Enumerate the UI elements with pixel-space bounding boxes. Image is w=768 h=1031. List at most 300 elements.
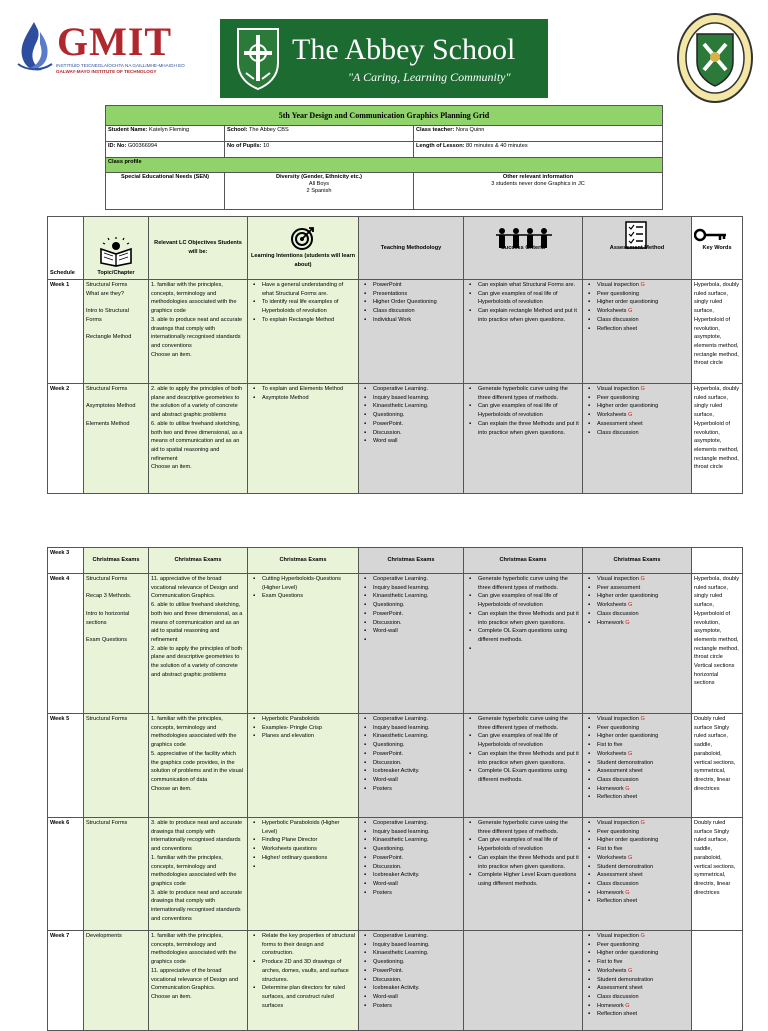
grade-marker: G [640, 716, 645, 722]
other-info-heading: Other relevant information [502, 174, 574, 180]
assessment-text: Homework [597, 619, 626, 626]
cell-line: Choose an item. [151, 351, 192, 358]
bullet-list [466, 281, 580, 325]
bullet-item: ▪ Word wall [373, 437, 461, 446]
bullet-item: ▪ Examples- Pringle Crisp [262, 724, 356, 733]
bullet-item: ▪ Can explain the three Methods and put it into practice when given questions. [478, 750, 580, 767]
grade-marker: G [625, 889, 630, 896]
objectives-cell [149, 384, 248, 494]
cell-line: 1. familiar with the principles, concepts, terminology and methodologies associated with the graphics code [151, 854, 237, 887]
bullet-item [597, 993, 689, 1002]
bullet-item: ▪ Inquiry based learning. [373, 828, 461, 837]
methodology-cell [359, 714, 464, 818]
target-icon [291, 226, 315, 250]
assessment-text: Worksheets [597, 750, 628, 757]
assessment-text: Higher order questioning [597, 593, 659, 600]
week-label: Week 2 [48, 384, 84, 494]
bullet-item [597, 385, 689, 394]
assessment-text: Class discussion [597, 610, 639, 617]
bullet-item [597, 819, 689, 828]
bullet-item: ▪ PowerPoint. [373, 967, 461, 976]
intentions-cell [248, 280, 359, 384]
bullet-item: ▪ Complete OL Exam questions using different methods. [478, 767, 580, 784]
bullet-item: ▪ Cooperative Learning. [373, 575, 461, 584]
assessment-text: Fist to five [597, 959, 623, 966]
grade-marker: G [627, 854, 633, 861]
assessment-text: Reflection sheet [597, 794, 638, 801]
bullet-item: ▪ Generate hyperbolic curve using the three different types of methods. [478, 385, 580, 402]
assessment-text: Peer questioning [597, 724, 639, 731]
assessment-text: Worksheets [597, 602, 628, 609]
bullet-list [250, 281, 356, 325]
bullet-item: ▪ Can explain the three Methods and put it into practice when given questions. [478, 854, 580, 871]
cell-line: 1. familiar with the principles, concepts, terminology and methodologies associated with the graphics code [151, 716, 237, 749]
keywords-cell: Doubly ruled surface Singly ruled surface, saddle, paraboloid, vertical sections, symmetrical, directrix, linear directrices [692, 818, 743, 931]
success-header-label: Success Criteria [501, 244, 545, 251]
cell-line: Developments [86, 933, 122, 939]
methodology-cell [359, 818, 464, 931]
bullet-item: ▪ Complete Higher Level Exam questions using different methods. [478, 871, 580, 888]
grade-marker: G [640, 933, 645, 939]
assessment-text: Higher order questioning [597, 733, 659, 740]
school-value: The Abbey CBS [248, 127, 289, 133]
bullet-list [250, 715, 356, 741]
bullet-item: ▪ To identify real life examples of Hyperboloids of revolution [262, 298, 356, 315]
keywords-cell: Doubly ruled surface Singly ruled surface, saddle, paraboloid, vertical sections, symmetrical, directrix, linear directrices [692, 714, 743, 818]
bullet-list [361, 819, 461, 897]
cell-line [86, 298, 146, 307]
bullet-item [597, 402, 689, 411]
cell-line: 3. able to produce neat and accurate drawings that comply with internationally recognised standards and conventions [151, 889, 243, 922]
class-teacher-cell [414, 126, 663, 142]
bullet-item: ▪ Complete OL Exam questions using different methods. [478, 627, 580, 644]
bullet-item: ▪ Presentations [373, 290, 461, 299]
topic-cell [84, 714, 149, 818]
bullet-item: ▪ Generate hyperbolic curve using the three different types of methods. [478, 575, 580, 592]
bullet-item: ▪ Questioning. [373, 411, 461, 420]
keywords-cell [692, 931, 743, 1031]
bullet-item [597, 828, 689, 837]
id-value: G00366994 [127, 143, 158, 149]
bullet-list [361, 932, 461, 1010]
bullet-item: ▪ Asymptote Method [262, 394, 356, 403]
assessment-text: Peer questioning [597, 394, 639, 401]
bullet-item [597, 601, 689, 610]
bullet-item [373, 636, 461, 645]
bullet-item: ▪ Questioning. [373, 845, 461, 854]
bullet-list [585, 715, 689, 802]
diversity-line-1: All Boys [308, 181, 330, 187]
bullet-list [585, 932, 689, 1019]
methodology-cell [359, 384, 464, 494]
bullet-item: ▪ Determine plan directors for ruled surfaces, and construct ruled surfaces [262, 984, 356, 1010]
schedule-table-1 [47, 216, 743, 494]
intentions-cell [248, 714, 359, 818]
bullet-item [597, 281, 689, 290]
grade-marker: G [625, 1002, 630, 1009]
school-motto: "A Caring, Learning Community" [348, 70, 511, 84]
topic-header-label: Topic/Chapter [97, 270, 135, 277]
gmit-logo [12, 18, 192, 78]
cell-line: Structural Forms [86, 576, 128, 582]
bullet-item [597, 967, 689, 976]
bullet-item [597, 429, 689, 438]
bullet-list [466, 715, 580, 785]
gmit-english-name: GALWAY-MAYO INSTITUTE OF TECHNOLOGY [56, 69, 157, 74]
cell-line: Asymptotes Method [86, 403, 136, 410]
bullet-item [597, 411, 689, 420]
bullet-item [597, 1002, 689, 1011]
cell-line [86, 411, 146, 420]
bullet-item [597, 845, 689, 854]
week-row [48, 384, 743, 494]
cell-line: Rectangle Method [86, 334, 132, 341]
grade-marker: G [640, 386, 645, 392]
cell-line: Recap 3 Methods. [86, 593, 132, 600]
bullet-item: ▪ Posters [373, 785, 461, 794]
bullet-item: ▪ Can give examples of real life of Hyperboloids of revolution [478, 732, 580, 749]
bullet-item [597, 325, 689, 334]
bullet-item: ▪ To explain Rectangle Method [262, 316, 356, 325]
bullet-list [466, 575, 580, 653]
schedule-header: Schedule [48, 217, 84, 280]
bullet-item: ▪ Hyperbolic Paraboloids (Higher Level) [262, 819, 356, 836]
assessment-text: Homework [597, 785, 626, 792]
assessment-text: Assessment sheet [597, 420, 643, 427]
bullet-item: ▪ Cooperative Learning. [373, 819, 461, 828]
assessment-text: Student demonstration [597, 863, 654, 870]
bullet-item: ▪ PowerPoint. [373, 854, 461, 863]
abbey-school-banner [220, 19, 548, 98]
bullet-item [597, 793, 689, 802]
assessment-text: Worksheets [597, 412, 628, 419]
student-name-label: Student Name: [108, 127, 148, 133]
assessment-text: Assessment sheet [597, 872, 643, 879]
page-header [0, 0, 768, 104]
cell-line [86, 325, 146, 334]
bullet-item: ▪ Questioning. [373, 958, 461, 967]
bullet-list [250, 575, 356, 601]
cell-line: 2. able to apply the principles of both plane and descriptive geometries to the solution of a variety of concrete and abstract graphic problems [151, 645, 243, 678]
bullet-item [597, 290, 689, 299]
grade-marker: G [625, 619, 630, 626]
assessment-text: Reflection sheet [597, 1011, 638, 1018]
bullet-item: ▪ Posters [373, 1002, 461, 1011]
bullet-item [597, 759, 689, 768]
assessment-text: Higher order questioning [597, 403, 659, 410]
week-row [48, 714, 743, 818]
bullet-item: ▪ PowerPoint [373, 281, 461, 290]
class-teacher-label: Class teacher: [416, 127, 455, 133]
schedule-header-row [48, 217, 743, 280]
cell-line: 5. appreciative of the facility which the graphics code provides, in the solution of problems and in the visual communication of data [151, 750, 244, 783]
keywords-cell: Hyperbola, doubly ruled surface, singly ruled surface, Hyperboloid of revolution, asymptote, elements method, rectangle method, throat circle [692, 384, 743, 494]
objectives-cell [149, 280, 248, 384]
pupils-label: No of Pupils: [227, 143, 262, 149]
bullet-item [597, 871, 689, 880]
grade-marker: G [627, 750, 633, 757]
exam-cell: Christmas Exams [84, 548, 149, 574]
objectives-cell [149, 931, 248, 1031]
cell-line: Choose an item. [151, 785, 192, 792]
assessment-text: Class discussion [597, 993, 639, 1000]
intentions-cell [248, 574, 359, 714]
class-teacher-value: Nora Quinn [455, 127, 485, 133]
keywords-cell [692, 548, 743, 574]
bullet-item: ▪ Can give examples of real life of Hyperboloids of revolution [478, 836, 580, 853]
topic-cell [84, 818, 149, 931]
bullet-item: ▪ Higher/ ordinary questions [262, 854, 356, 863]
intentions-cell [248, 384, 359, 494]
bullet-item [597, 836, 689, 845]
bullet-item: ▪ To explain and Elements Method [262, 385, 356, 394]
success-cell [464, 574, 583, 714]
assessment-text: Student demonstration [597, 976, 654, 983]
key-icon [694, 228, 728, 242]
bullet-item [597, 575, 689, 584]
bullet-item: ▪ Discussion. [373, 976, 461, 985]
bullet-item: ▪ Questioning. [373, 741, 461, 750]
school-seal-icon [676, 12, 754, 104]
book-reader-icon [98, 233, 134, 267]
bullet-item: ▪ PowerPoint. [373, 420, 461, 429]
bullet-item [597, 767, 689, 776]
planning-grid-title: 5th Year Design and Communication Graphics Planning Grid [106, 106, 663, 126]
bullet-item: ▪ Inquiry based learning. [373, 584, 461, 593]
diversity-cell [225, 173, 414, 210]
assessment-text: Class discussion [597, 880, 639, 887]
assessment-text: Student demonstration [597, 759, 654, 766]
assessment-cell [583, 574, 692, 714]
bullet-item [597, 1010, 689, 1019]
bullet-item [262, 863, 356, 872]
bullet-item [597, 316, 689, 325]
objectives-cell [149, 574, 248, 714]
bullet-item [597, 298, 689, 307]
exam-cell: Christmas Exams [359, 548, 464, 574]
bullet-item: ▪ Can give examples of real life of Hyperboloids of revolution [478, 290, 580, 307]
assessment-text: Higher order questioning [597, 299, 659, 306]
cell-line: Choose an item. [151, 993, 192, 1000]
cell-line: Choose an item. [151, 464, 192, 471]
assessment-header-label: Assessment Method [609, 244, 665, 251]
diversity-line-2: 2 Spanish [306, 188, 332, 194]
bullet-item [597, 863, 689, 872]
intentions-header [248, 217, 359, 280]
cell-line: Elements Method [86, 420, 130, 427]
bullet-item: ▪ Planes and elevation [262, 732, 356, 741]
bullet-item: ▪ Class discussion [373, 307, 461, 316]
assessment-text: Visual inspection [597, 386, 641, 392]
bullet-item: ▪ Kinaesthetic Learning. [373, 592, 461, 601]
bullet-item: ▪ Kinaesthetic Learning. [373, 732, 461, 741]
keywords-cell: Hyperbola, doubly ruled surface, singly ruled surface, Hyperboloid of revolution, asymptote, elements method, rectangle method, throat circle Vertical sections horizontal sections [692, 574, 743, 714]
id-cell [106, 142, 225, 158]
sen-heading: Special Educational Needs (SEN) [121, 174, 209, 180]
bullet-item: ▪ Discussion. [373, 759, 461, 768]
cell-line [86, 601, 146, 610]
bullet-item [597, 741, 689, 750]
bullet-item: ▪ Word-wall [373, 776, 461, 785]
bullet-item: ▪ Can explain the three Methods and put it into practice when given questions. [478, 610, 580, 627]
topic-header [84, 217, 149, 280]
topic-cell [84, 384, 149, 494]
bullet-item: ▪ Individual Work [373, 316, 461, 325]
class-profile-heading: Class profile [106, 158, 663, 173]
sen-cell [106, 173, 225, 210]
cell-line: Structural Forms [86, 820, 128, 826]
assessment-text: Worksheets [597, 308, 628, 315]
assessment-text: Class discussion [597, 776, 639, 783]
bullet-item: ▪ Inquiry based learning. [373, 394, 461, 403]
school-label: School: [227, 127, 248, 133]
objectives-header: Relevant LC Objectives Students will be: [149, 217, 248, 280]
methodology-cell [359, 280, 464, 384]
bullet-item [597, 610, 689, 619]
week-label: Week 6 [48, 818, 84, 931]
bullet-list [585, 575, 689, 627]
bullet-item: ▪ Word-wall [373, 627, 461, 636]
bullet-item: ▪ Cooperative Learning. [373, 385, 461, 394]
cell-line: 1. familiar with the principles, concepts, terminology and methodologies associated with the graphics code [151, 933, 237, 966]
assessment-cell [583, 818, 692, 931]
success-header [464, 217, 583, 280]
bullet-item: ▪ Can explain rectangle Method and put it into practice when given questions. [478, 307, 580, 324]
grade-marker: G [627, 308, 633, 315]
grade-marker: G [627, 412, 633, 419]
objectives-cell [149, 714, 248, 818]
bullet-item: ▪ Cooperative Learning. [373, 932, 461, 941]
intentions-cell [248, 818, 359, 931]
bullet-item [597, 584, 689, 593]
keywords-header [692, 217, 743, 280]
student-name-value: Katelyn Fleming [149, 127, 190, 133]
bullet-item [597, 949, 689, 958]
cell-line: Intro to horizontal sections [86, 610, 130, 626]
cell-line: What are they? [86, 290, 124, 297]
week-label: Week 4 [48, 574, 84, 714]
bullet-list [585, 385, 689, 437]
week-row [48, 280, 743, 384]
week-row [48, 574, 743, 714]
bullet-list [250, 385, 356, 402]
bullet-list [361, 281, 461, 325]
exam-cell: Christmas Exams [583, 548, 692, 574]
cell-line: 1. familiar with the principles, concepts, terminology and methodologies associated with the graphics code [151, 282, 237, 315]
bullet-item [597, 619, 689, 628]
other-info-cell [414, 173, 663, 210]
school-title: The Abbey School [292, 33, 516, 66]
bullet-item: ▪ Inquiry based learning. [373, 724, 461, 733]
grade-marker: G [640, 282, 645, 288]
bullet-item: ▪ Generate hyperbolic curve using the three different types of methods. [478, 715, 580, 732]
bullet-item [597, 592, 689, 601]
grade-marker: G [640, 820, 645, 826]
pupils-cell [225, 142, 414, 158]
week-row [48, 818, 743, 931]
cell-line: 6. able to utilise freehand sketching, both two and three dimensional, as a means of communication and as an aid to spatial reasoning and refinement [151, 602, 243, 643]
success-cell [464, 931, 583, 1031]
bullet-list [361, 575, 461, 645]
grade-marker: G [625, 785, 630, 792]
assessment-text: Homework [597, 1002, 626, 1009]
assessment-cell [583, 280, 692, 384]
assessment-header [583, 217, 692, 280]
bullet-item: ▪ PowerPoint. [373, 750, 461, 759]
other-info-line-1: 3 students never done Graphics in JC [491, 181, 585, 187]
assessment-text: Peer assessment [597, 584, 641, 591]
bullet-item [597, 420, 689, 429]
bullet-item: ▪ Icebreaker Activity. [373, 767, 461, 776]
success-cell [464, 714, 583, 818]
bullet-item: ▪ Icebreaker Activity. [373, 984, 461, 993]
cell-line: 3. able to produce neat and accurate drawings that comply with internationally recognised standards and conventions [151, 820, 243, 853]
bullet-item: ▪ Kinaesthetic Learning. [373, 949, 461, 958]
bullet-item: ▪ Icebreaker Activity. [373, 871, 461, 880]
bullet-list [361, 715, 461, 793]
success-cell [464, 818, 583, 931]
bullet-list [585, 281, 689, 333]
cell-line: 11. appreciative of the broad vocational relevance of Design and Communication Graphics. [151, 576, 239, 600]
assessment-text: Visual inspection [597, 933, 641, 939]
bullet-item [597, 724, 689, 733]
bullet-item: ▪ Hyperbolic Paraboloids [262, 715, 356, 724]
cell-line: 6. able to utilise freehand sketching, both two and three dimensional, as a means of communication and as an aid to spatial reasoning and refinement [151, 420, 243, 462]
gmit-name: GMIT [57, 19, 173, 64]
bullet-item: ▪ Can give examples of real life of Hyperboloids of revolution [478, 592, 580, 609]
success-cell [464, 280, 583, 384]
bullet-item: ▪ Have a general understanding of what Structural Forms are. [262, 281, 356, 298]
bullet-item: ▪ Kinaesthetic Learning. [373, 836, 461, 845]
bullet-item: ▪ Can give examples of real life of Hyperboloids of revolution [478, 402, 580, 419]
lesson-length-cell [414, 142, 663, 158]
bullet-item: ▪ Relate the key properties of structural forms to their design and construction. [262, 932, 356, 958]
bullet-item: ▪ Finding Plane Director [262, 836, 356, 845]
bullet-list [361, 385, 461, 446]
lesson-label: Length of Lesson: [416, 143, 465, 149]
assessment-text: Reflection sheet [597, 325, 638, 332]
cell-line [86, 627, 146, 636]
bullet-item: ▪ Discussion. [373, 429, 461, 438]
bullet-item: ▪ Kinaesthetic Learning. [373, 402, 461, 411]
bullet-item [597, 932, 689, 941]
bullet-item [597, 785, 689, 794]
week-row [48, 931, 743, 1031]
bullet-item: ▪ Higher Order Questioning [373, 298, 461, 307]
bullet-item [597, 976, 689, 985]
topic-cell [84, 280, 149, 384]
bullet-item: ▪ Inquiry based learning. [373, 941, 461, 950]
bullet-item: ▪ Posters [373, 889, 461, 898]
assessment-text: Visual inspection [597, 820, 641, 826]
cell-line: 3. able to produce neat and accurate drawings that comply with internationally recognised standards and conventions [151, 316, 243, 349]
bullet-item [597, 958, 689, 967]
assessment-text: Visual inspection [597, 576, 641, 582]
week-label: Week 5 [48, 714, 84, 818]
assessment-text: Peer questioning [597, 290, 639, 297]
bullet-item [597, 750, 689, 759]
bullet-item [597, 732, 689, 741]
bullet-item [597, 941, 689, 950]
id-label: ID: No: [108, 143, 127, 149]
bullet-item: ▪ Word-wall [373, 880, 461, 889]
assessment-text: Assessment sheet [597, 768, 643, 775]
bullet-item [597, 715, 689, 724]
success-cell [464, 384, 583, 494]
bullet-item: ▪ Worksheets questions [262, 845, 356, 854]
bullet-item: ▪ Questioning. [373, 601, 461, 610]
cell-line: Structural Forms [86, 716, 128, 722]
